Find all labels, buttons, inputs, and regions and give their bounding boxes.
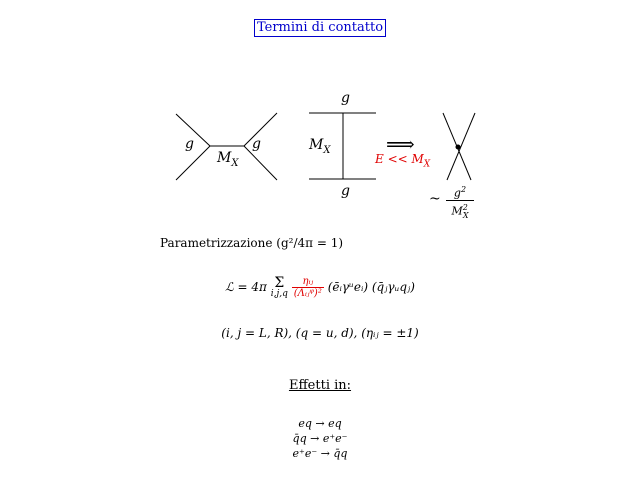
coupling-fraction: $\frac{\text{ηᵢⱼ}}{\text{(Λᵢⱼᵠ)²}}$: [293, 276, 322, 299]
contact-vertex: [456, 145, 460, 149]
t-coupling-top: g: [341, 90, 350, 106]
process-list: [0, 416, 640, 461]
energy-limit: $E << M_X$: [375, 152, 431, 170]
s-mass-label: $M_X$: [217, 150, 239, 169]
lagrangian-lhs: ℒ = 4π: [225, 280, 267, 294]
process-item: e⁺e⁻ → q̄q: [292, 447, 348, 460]
contact-line-2: [447, 113, 475, 180]
process-item: q̄q → e⁺e⁻: [292, 432, 348, 445]
t-coupling-bottom: g: [341, 183, 350, 199]
approx-symbol: ~: [429, 191, 441, 207]
process-item: eq → eq: [298, 417, 342, 430]
s-coupling-left: g: [185, 136, 194, 152]
lagrangian-equation: [0, 276, 640, 299]
lepton-current: (ēᵢγᵘeᵢ): [327, 280, 369, 294]
implies-arrow-icon: ⟹: [386, 132, 415, 156]
parametrization-text: Parametrizzazione (g²/4π = 1): [160, 236, 344, 250]
s-coupling-right: g: [252, 136, 261, 152]
contact-diagram: [443, 113, 475, 180]
approx-fraction: $g^2$ $M^2_X$: [446, 183, 474, 223]
page-title: Termini di contatto: [254, 19, 386, 37]
sum-operator: Σ i,j,q: [270, 275, 288, 299]
quark-current: (q̄ⱼγᵤqⱼ): [371, 280, 415, 294]
t-mass-label: $M_X$: [309, 137, 331, 156]
effects-heading: Effetti in:: [288, 378, 352, 393]
index-definitions: (i, j = L, R), (q = u, d), (ηᵢⱼ = ±1): [221, 326, 419, 340]
